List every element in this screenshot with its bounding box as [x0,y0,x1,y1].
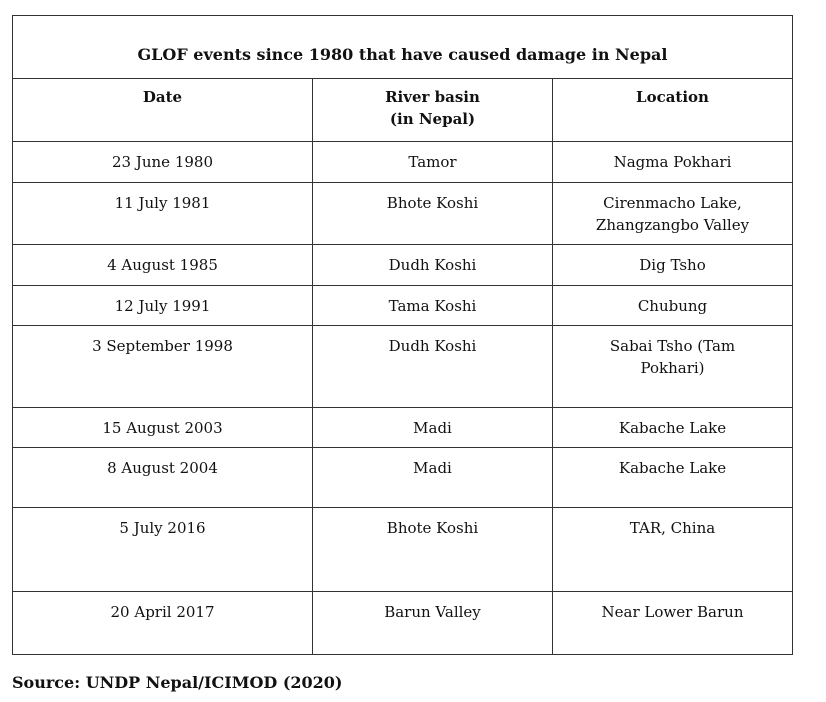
cell-location [553,142,793,183]
glof-table-container [12,15,792,655]
table-row [13,326,793,408]
cell-location [553,245,793,286]
table-row [13,183,793,245]
header-river-basin-line1: River basin [385,88,480,106]
cell-location-line1: TAR, China [629,519,716,537]
header-river-basin-line2: (in Nepal) [389,110,476,128]
cell-date: 4 August 1985 [13,245,313,286]
cell-date: 11 July 1981 [13,183,313,245]
cell-basin: Bhote Koshi [313,508,553,592]
cell-date: 12 July 1991 [13,286,313,326]
cell-location [553,183,793,245]
cell-location-line1: Dig Tsho [639,256,706,274]
cell-date: 15 August 2003 [13,408,313,448]
cell-location-line2: Zhangzangbo Valley [595,216,750,234]
source-citation: Source: UNDP Nepal/ICIMOD (2020) [12,673,343,692]
cell-basin: Tamor [313,142,553,183]
cell-location [553,408,793,448]
cell-date: 3 September 1998 [13,326,313,408]
cell-location [553,286,793,326]
table-title-row [13,16,793,79]
cell-basin: Dudh Koshi [313,245,553,286]
table-title: GLOF events since 1980 that have caused damage in Nepal [13,16,793,79]
table-header-row [13,79,793,142]
cell-basin: Madi [313,408,553,448]
cell-location [553,326,793,408]
cell-location-line1: Sabai Tsho (Tam [609,337,736,355]
table-row [13,508,793,592]
cell-date: 5 July 2016 [13,508,313,592]
table-row [13,286,793,326]
header-date: Date [13,79,313,142]
header-location: Location [553,79,793,142]
cell-location-line1: Near Lower Barun [601,603,744,621]
cell-location [553,448,793,508]
glof-events-table [12,15,793,655]
cell-location-line1: Nagma Pokhari [613,153,732,171]
cell-date: 8 August 2004 [13,448,313,508]
header-river-basin [313,79,553,142]
table-row [13,448,793,508]
cell-date: 23 June 1980 [13,142,313,183]
cell-location-line2: Pokhari) [640,359,705,377]
cell-date: 20 April 2017 [13,592,313,655]
table-row [13,408,793,448]
cell-basin: Madi [313,448,553,508]
cell-location [553,592,793,655]
cell-location-line1: Kabache Lake [618,419,727,437]
cell-basin: Tama Koshi [313,286,553,326]
cell-location-line1: Cirenmacho Lake, [603,194,742,212]
cell-location-line1: Kabache Lake [618,459,727,477]
cell-basin: Barun Valley [313,592,553,655]
cell-basin: Dudh Koshi [313,326,553,408]
table-row [13,592,793,655]
cell-location [553,508,793,592]
cell-location-line1: Chubung [637,297,708,315]
table-row [13,245,793,286]
table-row [13,142,793,183]
cell-basin: Bhote Koshi [313,183,553,245]
